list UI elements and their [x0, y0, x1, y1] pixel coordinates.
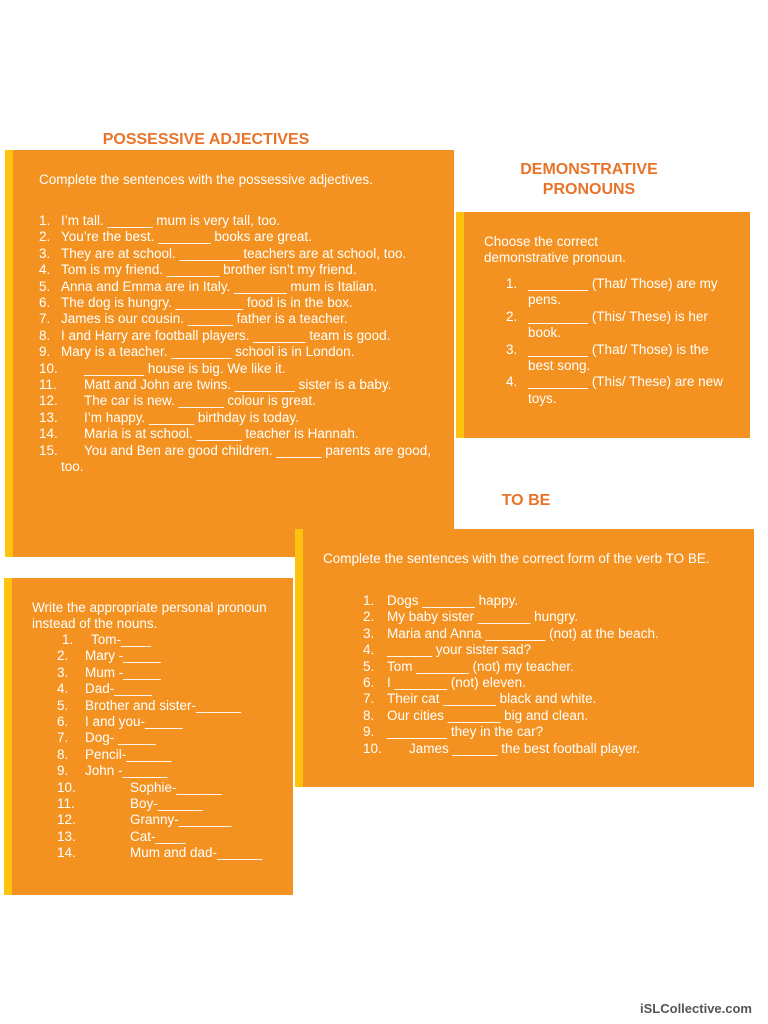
- item-text: ________ (That/ Those) are my pens.: [528, 276, 718, 308]
- item-number: 8.: [363, 707, 375, 723]
- item-number: 4.: [39, 262, 51, 278]
- list-item: [57, 648, 287, 664]
- item-text: Maria and Anna ________ (not) at the beach.: [387, 625, 659, 641]
- item-text: I and you-_____: [85, 714, 183, 730]
- list-item: [39, 229, 449, 245]
- item-number: 2.: [57, 648, 69, 664]
- list-item: [39, 344, 449, 360]
- item-text: I’m happy. ______ birthday is today.: [84, 409, 299, 425]
- item-text: You’re the best. _______ books are great.: [61, 229, 312, 245]
- item-text: Boy-______: [130, 796, 203, 812]
- item-number: 9.: [57, 763, 69, 779]
- item-number: 12.: [57, 812, 76, 828]
- item-number: 11.: [39, 377, 57, 393]
- list-item: [39, 410, 449, 426]
- item-number: 9.: [39, 344, 51, 360]
- item-text: Dog- _____: [85, 730, 156, 746]
- item-number: 3.: [506, 341, 518, 357]
- item-number: 11.: [57, 796, 75, 812]
- item-number: 1.: [39, 213, 51, 228]
- list-item: [57, 665, 287, 681]
- item-text: James is our cousin. ______ father is a teacher.: [61, 311, 348, 327]
- item-number: 4.: [363, 642, 375, 658]
- item-text: Pencil-______: [85, 746, 172, 762]
- item-text: Matt and John are twins. ________ sister is a baby.: [84, 377, 392, 393]
- item-text: John -______: [85, 763, 168, 779]
- item-number: 10.: [57, 779, 76, 795]
- item-text: I _______ (not) eleven.: [387, 675, 526, 691]
- item-text: The dog is hungry. _________ food is in the box.: [61, 295, 353, 311]
- item-number: 15.: [39, 442, 58, 458]
- item-text: Mum and dad-______: [130, 845, 263, 861]
- item-text: I and Harry are football players. _______ team is good.: [61, 327, 391, 343]
- item-text: I’m tall. ______ mum is very tall, too.: [61, 213, 281, 228]
- item-text: Mum -_____: [85, 664, 161, 680]
- list-item: [57, 730, 287, 746]
- list-item: [363, 626, 743, 642]
- demonstrative-exercise-box: [456, 212, 750, 438]
- personal-pronoun-exercise-box: [4, 578, 293, 895]
- item-text: James ______ the best football player.: [409, 740, 641, 756]
- item-text: My baby sister _______ hungry.: [387, 609, 579, 625]
- list-item: [39, 361, 449, 377]
- item-number: 1.: [363, 593, 375, 608]
- item-text: ________ they in the car?: [387, 724, 544, 740]
- item-text: ________ (That/ Those) is the best song.: [528, 341, 709, 374]
- list-item: [506, 309, 736, 342]
- item-number: 13.: [39, 409, 58, 425]
- item-number: 10.: [363, 740, 382, 756]
- item-number: 13.: [57, 828, 76, 844]
- list-item: [506, 276, 736, 309]
- item-text: Granny-_______: [130, 812, 232, 828]
- item-number: 4.: [506, 374, 518, 390]
- item-number: 2.: [506, 308, 518, 324]
- list-item: [363, 724, 743, 740]
- list-item: [57, 747, 287, 763]
- list-item: [363, 659, 743, 675]
- item-text: Tom _______ (not) my teacher.: [387, 658, 574, 674]
- list-item: [506, 374, 736, 407]
- item-number: 7.: [39, 311, 51, 327]
- possessive-instruction: Complete the sentences with the possessive adjectives.: [39, 172, 373, 187]
- item-number: 10.: [39, 360, 58, 376]
- item-number: 7.: [57, 730, 69, 746]
- list-item: [506, 342, 736, 375]
- item-text: Tom is my friend. _______ brother isn’t my friend.: [61, 262, 357, 278]
- item-text: ________ house is big. We like it.: [84, 360, 286, 376]
- list-item: [39, 443, 449, 476]
- to-be-exercise-box: [295, 529, 754, 787]
- item-text: ______ your sister sad?: [387, 642, 532, 658]
- item-number: 9.: [363, 724, 375, 740]
- list-item: [39, 311, 449, 327]
- item-number: 1.: [506, 276, 518, 291]
- item-text: Cat-____: [130, 828, 186, 844]
- item-text: ________ (This/ These) is her book.: [528, 308, 708, 341]
- item-text: Their cat _______ black and white.: [387, 691, 597, 707]
- item-text: Mary is a teacher. ________ school is in London.: [61, 344, 355, 360]
- item-number: 5.: [363, 658, 375, 674]
- item-number: 2.: [363, 609, 375, 625]
- possessive-heading: POSSESSIVE ADJECTIVES: [102, 131, 310, 148]
- to-be-instruction: Complete the sentences with the correct form of the verb TO BE.: [323, 551, 710, 566]
- item-number: 7.: [363, 691, 375, 707]
- list-item: [39, 279, 449, 295]
- item-number: 3.: [39, 245, 51, 261]
- personal-instruction: Write the appropriate personal pronoun instead of the nouns.: [32, 600, 267, 631]
- item-number: 4.: [57, 681, 69, 697]
- item-number: 6.: [363, 675, 375, 691]
- list-item: [57, 829, 287, 845]
- demonstrative-heading: [490, 160, 688, 200]
- item-text: Our cities _______ big and clean.: [387, 707, 589, 723]
- list-item: [39, 213, 449, 229]
- list-item: [57, 698, 287, 714]
- item-text: They are at school. ________ teachers are at school, too.: [61, 245, 407, 261]
- list-item: [39, 262, 449, 278]
- to-be-list: [363, 593, 743, 757]
- item-text: Maria is at school. ______ teacher is Hannah.: [84, 426, 359, 442]
- list-item: [363, 675, 743, 691]
- list-item: [57, 714, 287, 730]
- list-item: [363, 609, 743, 625]
- list-item: [57, 780, 287, 796]
- item-text: You and Ben are good children. ______ parents are good, too.: [61, 442, 432, 475]
- possessive-exercise-box: [5, 150, 454, 557]
- demonstrative-list: [506, 276, 736, 407]
- to-be-heading: TO BE: [501, 492, 551, 509]
- item-number: 12.: [39, 393, 58, 409]
- item-number: 5.: [57, 697, 69, 713]
- item-number: 2.: [39, 229, 51, 245]
- personal-list: [57, 632, 287, 862]
- item-text: ________ (This/ These) are new toys.: [528, 374, 723, 406]
- demonstrative-instruction: Choose the correct demonstrative pronoun.: [484, 234, 626, 265]
- list-item: [57, 796, 287, 812]
- item-number: 5.: [39, 278, 51, 294]
- list-item: [57, 812, 287, 828]
- list-item: [363, 708, 743, 724]
- item-number: 8.: [39, 327, 51, 343]
- item-number: 6.: [57, 714, 69, 730]
- item-text: The car is new. ______ colour is great.: [84, 393, 316, 409]
- list-item: [363, 691, 743, 707]
- site-watermark: iSLCollective.com: [640, 1001, 752, 1016]
- list-item: [57, 763, 287, 779]
- list-item: [39, 246, 449, 262]
- list-item: [39, 328, 449, 344]
- item-text: Anna and Emma are in Italy. _______ mum is Italian.: [61, 278, 378, 294]
- list-item: [363, 741, 743, 757]
- item-text: Tom-____: [91, 632, 152, 647]
- list-item: [57, 681, 287, 697]
- list-item: [57, 632, 287, 648]
- item-number: 14.: [39, 426, 58, 442]
- list-item: [57, 845, 287, 861]
- item-text: Dad-_____: [85, 681, 152, 697]
- item-text: Sophie-______: [130, 779, 222, 795]
- demonstrative-heading-line2: PRONOUNS: [542, 181, 636, 198]
- list-item: [39, 377, 449, 393]
- list-item: [39, 426, 449, 442]
- list-item: [363, 642, 743, 658]
- item-number: 14.: [57, 845, 76, 861]
- item-text: Brother and sister-______: [85, 697, 242, 713]
- demonstrative-heading-line1: DEMONSTRATIVE: [520, 161, 658, 178]
- item-text: Dogs _______ happy.: [387, 593, 519, 608]
- list-item: [39, 393, 449, 409]
- list-item: [363, 593, 743, 609]
- item-number: 3.: [363, 625, 375, 641]
- possessive-list: [39, 213, 449, 476]
- list-item: [39, 295, 449, 311]
- item-number: 1.: [62, 632, 74, 647]
- item-number: 3.: [57, 664, 69, 680]
- item-text: Mary -_____: [85, 648, 161, 664]
- item-number: 8.: [57, 746, 69, 762]
- item-number: 6.: [39, 295, 51, 311]
